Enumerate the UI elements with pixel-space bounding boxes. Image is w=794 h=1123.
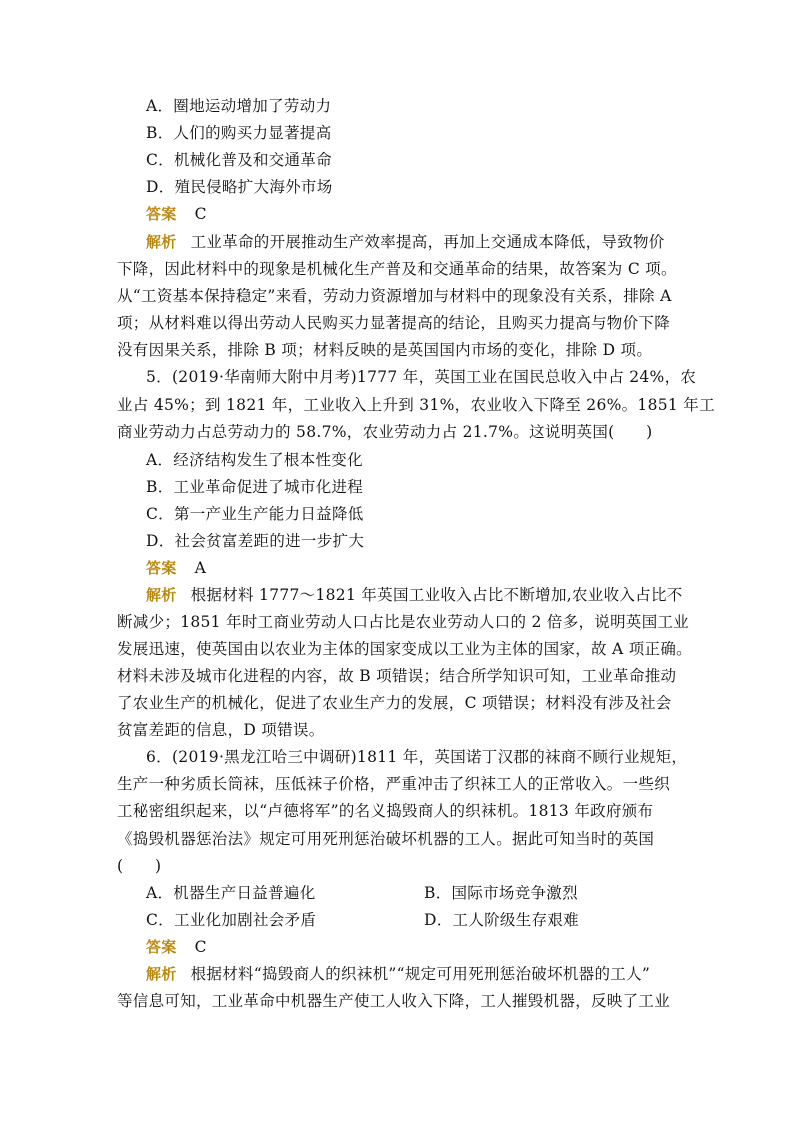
q6-stem-line: ( ) (117, 857, 162, 875)
answer-value: C (194, 938, 207, 956)
analysis-label: 解析 (146, 965, 177, 983)
q5-option-c: C．第一产业生产能力日益降低 (146, 505, 364, 523)
q6-option-a: A．机器生产日益普遍化 (146, 884, 316, 902)
answer-label: 答案 (146, 559, 177, 577)
q4-option-b: B．人们的购买力显著提高 (146, 124, 332, 142)
answer-value: C (194, 205, 207, 223)
q4-analysis-line: 没有因果关系，排除 B 项；材料反映的是英国国内市场的变化，排除 D 项。 (117, 341, 653, 359)
q5-stem-line: 5．(2019·华南师大附中月考)1777 年，英国工业在国民总收入中占 24%，农 (146, 368, 697, 386)
q5-option-b: B．工业革命促进了城市化进程 (146, 478, 364, 496)
q4-analysis-line: 下降，因此材料中的现象是机械化生产普及和交通革命的结果，故答案为 C 项。 (117, 260, 677, 278)
q5-analysis-line: 材料未涉及城市化进程的内容，故 B 项错误；结合所学知识可知，工业革命推动 (117, 667, 677, 685)
analysis-label: 解析 (146, 586, 177, 604)
q6-analysis-line: 等信息可知，工业革命中机器生产使工人收入下降，工人摧毁机器，反映了工业 (117, 992, 671, 1010)
q5-analysis-line (146, 585, 683, 605)
q5-stem-line: 商业劳动力占总劳动力的 58.7%，农业劳动力占 21.7%。这说明英国( ) (117, 423, 653, 441)
q4-option-d: D．殖民侵略扩大海外市场 (146, 178, 333, 196)
q5-option-a: A．经济结构发生了根本性变化 (146, 451, 363, 469)
q5-analysis-line: 发展迅速，使英国由以农业为主体的国家变成以工业为主体的国家，故 A 项正确。 (117, 640, 692, 658)
analysis-text: 工业革命的开展推动生产效率提高，再加上交通成本降低，导致物价 (190, 233, 665, 251)
answer-label: 答案 (146, 938, 177, 956)
analysis-text: 根据材料“捣毁商人的织袜机”“规定可用死刑惩治破坏机器的工人” (190, 965, 651, 983)
q4-analysis-line (146, 232, 665, 252)
q5-option-d: D．社会贫富差距的进一步扩大 (146, 532, 365, 550)
q5-analysis-line: 贫富差距的信息，D 项错误。 (117, 721, 325, 739)
q4-option-c: C．机械化普及和交通革命 (146, 151, 332, 169)
q4-answer (146, 204, 207, 224)
q6-option-d: D．工人阶级生存艰难 (424, 911, 579, 929)
q4-analysis-line: 项；从材料难以得出劳动人民购买力显著提高的结论，且购买力提高与物价下降 (117, 314, 671, 332)
q5-analysis-line: 了农业生产的机械化，促进了农业生产力的发展，C 项错误；材料没有涉及社会 (117, 694, 672, 712)
q4-option-a: A．圈地运动增加了劳动力 (146, 97, 332, 115)
q6-analysis-line (146, 964, 650, 984)
q6-stem-line: 生产一种劣质长筒袜，压低袜子价格，严重冲击了织袜工人的正常收入。一些织 (117, 775, 671, 793)
q6-stem-line: 《捣毁机器惩治法》规定可用死刑惩治破坏机器的工人。据此可知当时的英国 (117, 830, 655, 848)
analysis-label: 解析 (146, 233, 177, 251)
q6-stem-line: 6．(2019·黑龙江哈三中调研)1811 年，英国诺丁汉郡的袜商不顾行业规矩， (146, 748, 688, 766)
q6-answer (146, 937, 207, 957)
q6-option-c: C．工业化加剧社会矛盾 (146, 911, 317, 929)
analysis-text: 根据材料 1777～1821 年英国工业收入占比不断增加,农业收入占比不 (190, 586, 683, 604)
q4-analysis-line: 从“工资基本保持稳定”来看，劳动力资源增加与材料中的现象没有关系，排除 A (117, 287, 672, 305)
q5-answer (146, 558, 206, 578)
q6-stem-line: 工秘密组织起来，以“卢德将军”的名义捣毁商人的织袜机。1813 年政府颁布 (117, 802, 654, 820)
q5-analysis-line: 断减少；1851 年时工商业劳动人口占比是农业劳动人口的 2 倍多，说明英国工业 (117, 613, 690, 631)
answer-label: 答案 (146, 205, 177, 223)
q6-option-b: B．国际市场竞争激烈 (424, 884, 578, 902)
q5-stem-line: 业占 45%；到 1821 年，工业收入上升到 31%，农业收入下降至 26%。1851 年工 (117, 396, 715, 414)
answer-value: A (194, 559, 207, 577)
